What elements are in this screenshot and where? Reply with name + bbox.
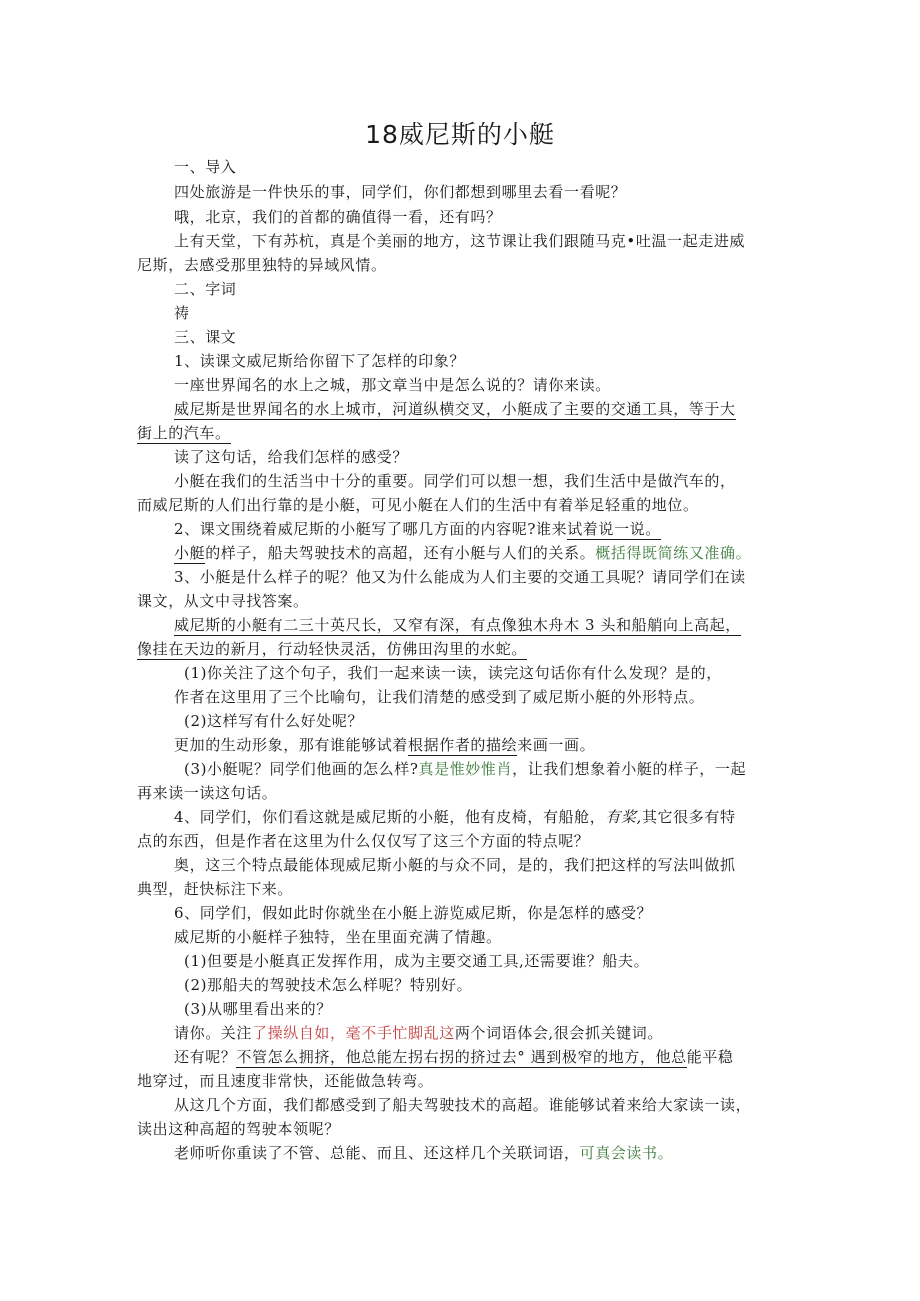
section-heading-intro: 一、导入 [174, 158, 237, 176]
text-span: 2、课文围绕着威尼斯的小艇写了哪几方面的内容呢?谁来 [174, 520, 568, 538]
paragraph-line: 四处旅游是一件快乐的事，同学们，你们都想到哪里去看一看呢？ [174, 183, 627, 201]
underlined-quote: 像挂在天边的新月，行动轻快灵活，仿佛田沟里的水蛇。 [137, 640, 528, 658]
teacher-comment: 可真会读书。 [579, 1144, 674, 1162]
underlined-quote: 街上的汽车。 [137, 424, 231, 442]
paragraph-line [174, 1142, 673, 1164]
underlined-span: ° 遇到极窄的地方，他总 [517, 1048, 687, 1066]
highlighted-words: 了操纵自如，毫不手忙脚乱这 [252, 1024, 455, 1042]
paragraph-line: 作者在这里用了三个比喻句，让我们清楚的感受到了威尼斯小艇的外形特点。 [174, 688, 705, 706]
paragraph-line: 从这几个方面，我们都感受到了船夫驾驶技术的高超。谁能够试着来给大家读一读， [174, 1096, 752, 1114]
paragraph-line: (1)但要是小艇真正发挥作用，成为主要交通工具,还需要谁？船夫。 [184, 952, 650, 970]
underlined-quote: 威尼斯的小艇有二三十英尺长，又窄有深，有点像独木舟木 3 头和船艄向上高起， [174, 616, 741, 634]
text-span: (3)小艇呢？同学们他画的怎么样? [184, 760, 419, 778]
paragraph-line [174, 1022, 663, 1044]
paragraph-line: 小艇在我们的生活当中十分的重要。同学们可以想一想，我们生活中是做汽车的， [174, 472, 736, 490]
page-title: 18威尼斯的小艇 [365, 120, 555, 149]
paragraph-line: 点的东西，但是作者在这里为什么仅仅写了这三个方面的特点呢？ [137, 832, 590, 850]
section-heading-text: 三、课文 [174, 328, 237, 346]
underlined-span: 小艇 [174, 544, 206, 562]
text-span: 其它很多有特 [641, 808, 736, 826]
text-span: 4、同学们，你们看这就是威尼斯的小艇，他有皮椅，有船舱， [174, 808, 606, 826]
paragraph-line: 典型，赶快标注下来。 [137, 880, 294, 898]
underlined-span: 根据作者的描绘 [408, 736, 518, 754]
paragraph-line [174, 542, 751, 564]
paragraph-line: (2)这样写有什么好处呢？ [184, 712, 364, 730]
quote-line [174, 398, 736, 420]
underlined-span: 试着说一说。 [567, 520, 661, 538]
paragraph-line: (3)从哪里看出来的？ [184, 1000, 332, 1018]
text-span: 能平稳 [686, 1048, 734, 1066]
text-span: 的样子，船夫驾驶技术的高超，还有小艇与人们的关系。 [205, 544, 596, 562]
text-span: 两个词语体会,很会抓关键词。 [454, 1024, 663, 1042]
quote-line [137, 422, 231, 444]
paragraph-line: 再来读一读这句话。 [137, 784, 278, 802]
vocab-word: 祷 [174, 304, 190, 322]
paragraph-line: 奥，这三个特点最能体现威尼斯小艇的与众不同，是的，我们把这样的写法叫做抓 [174, 856, 736, 874]
italic-span: 有桨, [605, 808, 642, 826]
paragraph-line: (1)你关注了这个句子，我们一起来读一读，读完这句话你有什么发现？是的， [184, 664, 722, 682]
paragraph-line: 一座世界闻名的水上之城，那文章当中是怎么说的？请你来读。 [174, 376, 611, 394]
underlined-quote: 威尼斯是世界闻名的水上城市，河道纵横交叉，小艇成了主要的交通工具，等于大 [174, 400, 736, 418]
paragraph-line: 而威尼斯的人们出行靠的是小艇，可见小艇在人们的生活中有着举足轻重的地位。 [137, 496, 699, 514]
text-span: 老师听你重读了不管、总能、而且、还这样几个关联词语， [174, 1144, 580, 1162]
question-line: 3、小艇是什么样子的呢？他又为什么能成为人们主要的交通工具呢？请同学们在读 [174, 568, 746, 586]
text-span: 请你。关注 [174, 1024, 253, 1042]
paragraph-line: 威尼斯的小艇样子独特，坐在里面充满了情趣。 [174, 928, 502, 946]
section-heading-words: 二、字词 [174, 280, 237, 298]
paragraph-line: 读了这句话，给我们怎样的感受？ [174, 448, 409, 466]
paragraph-line: 上有天堂，下有苏杭，真是个美丽的地方，这节课让我们跟随马克•吐温一起走进威 [174, 232, 746, 250]
underlined-span: 不管怎么拥挤，他总能左拐右拐的挤过去 [236, 1048, 518, 1066]
paragraph-line: 读出这种高超的驾驶本领呢？ [137, 1120, 340, 1138]
paragraph-line [174, 734, 595, 756]
text-span: ，让我们想象着小艇的样子，一起 [512, 760, 747, 778]
quote-line [174, 614, 741, 636]
text-span: 更加的生动形象，那有谁能够试着 [174, 736, 409, 754]
paragraph-line [174, 1046, 734, 1068]
paragraph-line: 地穿过，而且速度非常快，还能做急转弯。 [137, 1072, 434, 1090]
paragraph-line: 尼斯，去感受那里独特的异域风情。 [137, 256, 387, 274]
text-span: 还有呢？ [174, 1048, 237, 1066]
teacher-comment: 真是惟妙惟肖 [418, 760, 513, 778]
question-line: 1、读课文威尼斯给你留下了怎样的印象？ [174, 352, 465, 370]
text-span: 来画一画。 [517, 736, 596, 754]
question-line [174, 806, 736, 828]
teacher-comment: 概括得既简练又准确。 [595, 544, 752, 562]
paragraph-line: (2)那船夫的驾驶技术怎么样呢？特别好。 [184, 976, 473, 994]
paragraph-line [184, 758, 746, 780]
question-line [174, 518, 661, 540]
paragraph-line: 课文，从文中寻找答案。 [137, 592, 309, 610]
quote-line [137, 638, 527, 660]
question-line: 6、同学们，假如此时你就坐在小艇上游览威尼斯，你是怎样的感受？ [174, 904, 653, 922]
paragraph-line: 哦，北京，我们的首都的确值得一看，还有吗？ [174, 208, 502, 226]
